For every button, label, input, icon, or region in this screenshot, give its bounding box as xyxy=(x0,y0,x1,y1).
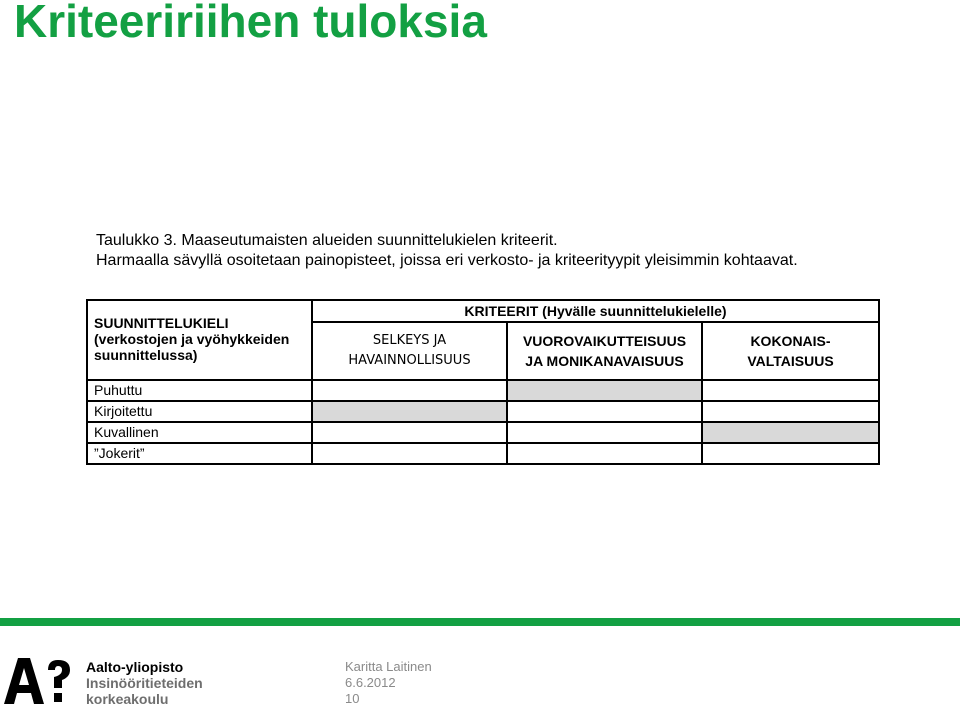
column-header-1: SELKEYS JA HAVAINNOLLISUUS xyxy=(312,322,507,380)
footer-author: Karitta Laitinen xyxy=(345,659,432,674)
column-header-3: KOKONAIS-VALTAISUUS xyxy=(702,322,879,380)
criteria-header: KRITEERIT (Hyvälle suunnittelukielelle) xyxy=(312,300,879,322)
logo-text xyxy=(86,659,203,707)
row-label: Puhuttu xyxy=(87,380,312,401)
table-cell xyxy=(507,422,702,443)
table-cell xyxy=(507,380,702,401)
table-row xyxy=(87,380,879,401)
footer-date: 6.6.2012 xyxy=(345,675,396,690)
corner-header: SUUNNITTELUKIELI (verkostojen ja vyöhykkeiden suunnittelussa) xyxy=(87,300,312,380)
column-header-2: VUOROVAIKUTTEISUUS JA MONIKANAVAISUUS xyxy=(507,322,702,380)
criteria-table xyxy=(86,299,880,465)
table-row xyxy=(87,422,879,443)
table-cell xyxy=(702,443,879,464)
row-label: ”Jokerit” xyxy=(87,443,312,464)
table-cell xyxy=(312,443,507,464)
row-label: Kuvallinen xyxy=(87,422,312,443)
table-cell xyxy=(702,422,879,443)
table-cell xyxy=(312,422,507,443)
aalto-logo-icon xyxy=(4,658,72,704)
table-cell xyxy=(507,401,702,422)
slide-title: Kriteeririihen tuloksia xyxy=(14,0,487,47)
footer-info xyxy=(345,659,432,707)
row-label: Kirjoitettu xyxy=(87,401,312,422)
logo-line-3: korkeakoulu xyxy=(86,691,169,707)
footer-page-number: 10 xyxy=(345,691,360,706)
table-cell xyxy=(702,401,879,422)
table-cell xyxy=(312,380,507,401)
logo-line-1: Aalto-yliopisto xyxy=(86,659,184,675)
caption-line-2: Harmaalla sävyllä osoitetaan painopisteet, joissa eri verkosto- ja kriteerityypit yleisimmin kohtaavat. xyxy=(96,252,798,269)
table-cell xyxy=(507,443,702,464)
table-row xyxy=(87,443,879,464)
table-cell xyxy=(312,401,507,422)
caption-line-1: Taulukko 3. Maaseutumaisten alueiden suunnittelukielen kriteerit. xyxy=(96,232,558,249)
logo-line-2: Insinööritieteiden xyxy=(86,675,203,691)
table-cell xyxy=(702,380,879,401)
table-row xyxy=(87,401,879,422)
table-caption xyxy=(96,231,798,271)
footer-divider xyxy=(0,618,960,626)
